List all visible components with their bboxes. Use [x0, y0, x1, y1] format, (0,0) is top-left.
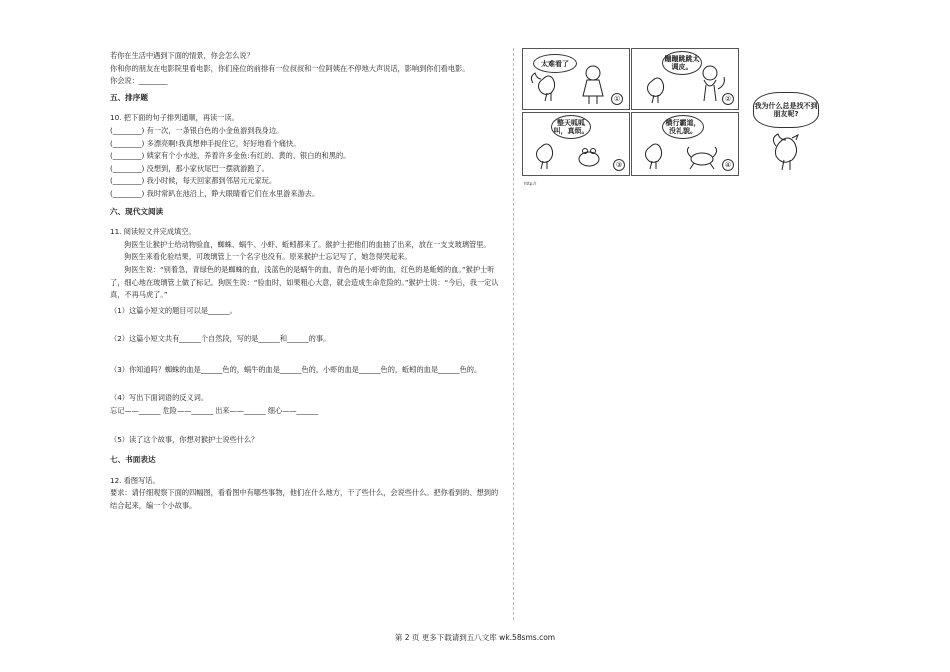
q10-item: (________) 没想到，那小家伙尾巴一摆就游跑了。	[110, 163, 269, 173]
speech-bubble: 整天呱呱叫，真烦。	[551, 115, 591, 139]
panel-number: ④	[722, 159, 734, 171]
sub-question-4: （4）写出下面词语的反义词。	[110, 393, 209, 403]
panel-number: ①	[611, 93, 623, 105]
question-12-requirement: 要求：请仔细观察下面的四幅图，看看图中有哪些事物，他们在什么地方，干了些什么，会说些什么。把你看到的、想到的结合起来，编一个小故事。	[110, 488, 499, 511]
question-12: 12. 看图写话。	[110, 475, 160, 485]
speech-bubble: 蹦蹦跳跳太调皮。	[662, 51, 702, 75]
q10-item: (________) 多漂亮啊!我真想伸手捉住它，好好地看个痛快。	[110, 138, 301, 148]
question-11: 11. 阅读短文并完成填空。	[110, 227, 196, 237]
section-6-heading: 六、现代文阅读	[110, 206, 164, 216]
panel-number: ②	[722, 93, 734, 105]
scenario-answer-line: 你会说：________	[110, 76, 168, 86]
q10-item: (________) 有一次，一条银白色的小金鱼游到我身边。	[110, 125, 284, 135]
passage-paragraph-1: 狗医生让猴护士给动物验血，蜘蛛、蜗牛、小虾、蚯蚓都来了。猴护士把他们的血抽了出来，放在一支支玻璃管里。	[124, 239, 491, 249]
scenario-question: 若你在生活中遇到下面的情景，你会怎么说？	[110, 51, 254, 60]
speech-bubble: 太难看了	[533, 54, 577, 73]
q10-item: (________) 我时常趴在池沿上，睁大眼睛看它们在水里游来游去。	[110, 188, 320, 198]
column-divider	[513, 48, 514, 620]
sub-question-3: （3）你知道吗？蜘蛛的血是______色的，蜗牛的血是______色的，小虾的血是______色的，蚯蚓的血是______色的。	[110, 364, 482, 374]
sub-question-4-line: 忘记——______ 危险——______ 出来——______ 细心——______	[110, 406, 319, 416]
section-7-heading: 七、书面表达	[110, 455, 156, 465]
comic-panel-3	[522, 112, 630, 176]
sub-question-5: （5）读了这个故事，你想对猴护士说些什么？	[110, 434, 259, 444]
comic-strip	[522, 48, 737, 183]
speech-bubble: 横行霸道，没礼貌。	[662, 115, 704, 139]
comic-panel-4	[631, 112, 739, 176]
question-10: 10. 把下面的句子排列通顺，再读一读。	[110, 113, 239, 123]
passage-paragraph-3: 狗医生说：“别着急，青绿色的是蜘蛛的血，浅蓝色的是蜗牛的血，青色的是小虾的血，红色的是蚯蚓的血。”猴护士听了，细心地在玻璃管上做了标记。狗医生说：“验血时，如果粗心大意，就会造成生命危险的。”猴护士说：“今后，我一定认真，不再马虎了。”	[110, 264, 499, 300]
comic-panel-2	[631, 48, 739, 110]
panel-number: ③	[613, 159, 625, 171]
q10-item: (________) 我小时候，每天回家都到邻居元元家玩。	[110, 176, 277, 186]
sub-question-1: （1）这篇小短文的题目可以是______。	[110, 305, 237, 315]
sub-question-2: （2）这篇小短文共有______个自然段，写的是______和______的事。	[110, 334, 331, 344]
left-column	[110, 50, 505, 513]
lonely-rooster-illustration	[766, 128, 816, 178]
q10-item: (________) 姨家有个小水池，养着许多金鱼:有红的、黄的、银白的和黑的。	[110, 151, 351, 161]
section-5-heading: 五、排序题	[110, 92, 148, 102]
passage-paragraph-2: 狗医生来看化验结果，可玻璃管上一个名字也没有。原来猴护士忘记写了，她急得哭起来。	[124, 252, 412, 262]
scenario-text: 你和你的朋友在电影院里看电影，你们座位的前排有一位叔叔和一位阿姨在不停地大声说话，影响到你们看电影。	[110, 63, 470, 73]
comic-panel-1	[522, 48, 630, 110]
side-speech-bubble: 我为什么总是找不到朋友呢?	[753, 92, 819, 128]
source-link: http://	[524, 181, 537, 186]
page-footer: 第 2 页 更多下载请到五八文库 wk.58sms.com	[394, 633, 556, 642]
